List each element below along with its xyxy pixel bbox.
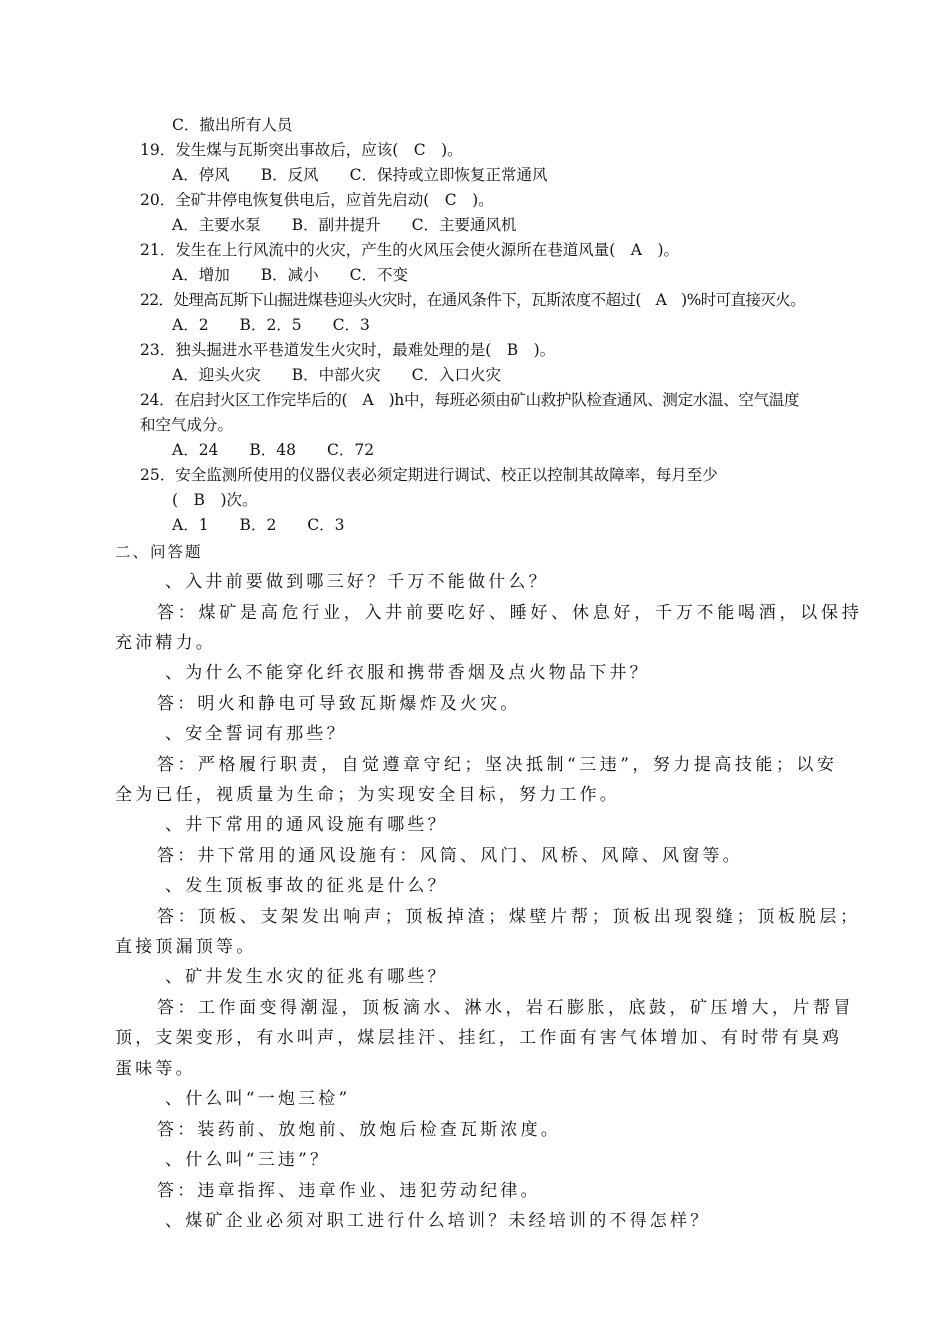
- option-line: A．2 B．2．5 C．3: [172, 316, 370, 334]
- option-line: A．迎头火灾 B．中部火灾 C．入口火灾: [172, 366, 501, 384]
- qa-answer: 答：工作面变得潮湿，顶板滴水、淋水，岩石膨胀，底鼓，矿压增大，片帮冒: [157, 998, 854, 1018]
- qa-answer: 答：违章指挥、违章作业、违犯劳动纪律。: [157, 1181, 541, 1201]
- option-line: A．停风 B．反风 C．保持或立即恢复正常通风: [172, 166, 548, 184]
- qa-answer: 答：装药前、放炮前、放炮后检查瓦斯浓度。: [157, 1120, 561, 1140]
- qa-question: 、煤矿企业必须对职工进行什么培训？未经培训的不得怎样？: [165, 1211, 711, 1231]
- qa-question: 、井下常用的通风设施有哪些？: [165, 815, 448, 835]
- option-line: C．撤出所有人员: [172, 116, 293, 134]
- qa-answer-continuation: 直接顶漏顶等。: [115, 937, 257, 957]
- option-line: A．1 B．2 C．3: [172, 516, 345, 534]
- qa-question: 、安全誓词有那些？: [165, 724, 347, 744]
- qa-answer-continuation: 全为已任，视质量为生命；为实现安全目标，努力工作。: [115, 785, 620, 805]
- qa-question: 、什么叫“三违”？: [165, 1150, 331, 1170]
- qa-question: 、为什么不能穿化纤衣服和携带香烟及点火物品下井？: [165, 663, 650, 683]
- question-line: 21．发生在上行风流中的火灾，产生的火风压会使火源所在巷道风量( A )。: [140, 241, 680, 259]
- qa-answer: 答：明火和静电可导致瓦斯爆炸及火灾。: [157, 694, 521, 714]
- section-title: 二、问答题: [115, 543, 203, 561]
- qa-answer-continuation: 顶，支架变形，有水叫声，煤层挂汗、挂红，工作面有害气体增加、有时带有臭鸡: [115, 1028, 843, 1048]
- question-line: 25．安全监测所使用的仪器仪表必须定期进行调试、校正以控制其故障率，每月至少: [140, 466, 718, 484]
- qa-answer: 答：严格履行职责，自觉遵章守纪；坚决抵制“三违”，努力提高技能；以安: [157, 755, 838, 775]
- qa-question: 、发生顶板事故的征兆是什么？: [165, 876, 448, 896]
- question-line: 20．全矿井停电恢复供电后，应首先启动( C )。: [140, 191, 494, 209]
- question-line-continuation: 和空气成分。: [140, 416, 234, 434]
- question-line: 22．处理高瓦斯下山掘进煤巷迎头火灾时，在通风条件下，瓦斯浓度不超过( A )%时可直接灭火。: [140, 291, 806, 309]
- qa-question: 、入井前要做到哪三好？千万不能做什么？: [165, 572, 549, 592]
- qa-question: 、矿井发生水灾的征兆有哪些？: [165, 967, 448, 987]
- qa-answer-continuation: 充沛精力。: [115, 633, 216, 653]
- qa-answer: 答：顶板、支架发出响声；顶板掉渣；煤壁片帮；顶板出现裂缝；顶板脱层；: [157, 907, 861, 927]
- option-line: A．主要水泵 B．副井提升 C．主要通风机: [172, 216, 517, 234]
- question-line: 23．独头掘进水平巷道发生火灾时，最难处理的是( B )。: [140, 341, 556, 359]
- qa-answer: 答：井下常用的通风设施有：风筒、风门、风桥、风障、风窗等。: [157, 846, 743, 866]
- option-line: A．增加 B．减小 C．不变: [172, 266, 408, 284]
- option-line: A．24 B．48 C．72: [172, 441, 375, 459]
- question-line: 19．发生煤与瓦斯突出事故后，应该( C )。: [140, 141, 463, 159]
- qa-answer-continuation: 蛋味等。: [115, 1059, 196, 1079]
- question-line: 24．在启封火区工作完毕后的( A )h中，每班必须由矿山救护队检查通风、测定水温、空气温度: [140, 391, 800, 409]
- question-line-continuation: ( B )次。: [172, 491, 258, 509]
- qa-question: 、什么叫“一炮三检”: [165, 1089, 351, 1109]
- qa-answer: 答：煤矿是高危行业，入井前要吃好、睡好、休息好，千万不能喝酒，以保持: [157, 603, 863, 623]
